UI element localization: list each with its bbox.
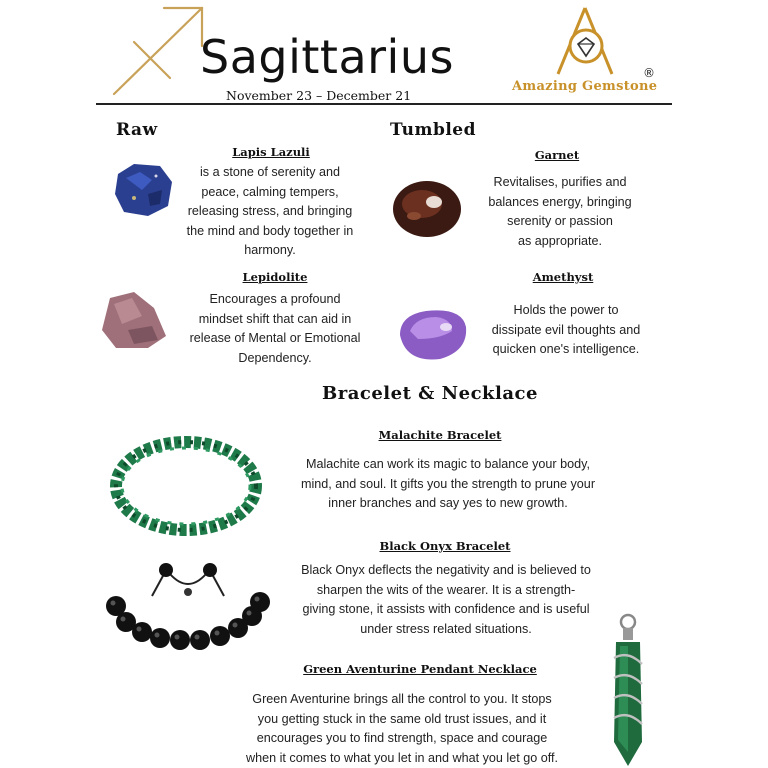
malachite-bracelet-name: Malachite Bracelet (378, 428, 502, 442)
sagittarius-symbol-icon (108, 2, 212, 98)
amethyst-stone-icon (396, 305, 470, 363)
registered-mark: ® (643, 66, 655, 80)
page-title: Sagittarius (200, 30, 454, 84)
garnet-stone-icon (390, 178, 464, 240)
black-onyx-bracelet-description: Black Onyx deflects the negativity and is believed to sharpen the wits of the wearer. It is a strength- giving stone, it assists with confidence and is useful under stress related situations. (301, 563, 591, 636)
green-aventurine-pendant-icon (606, 612, 648, 768)
lapis-lazuli-description: is a stone of serenity and peace, calming tempers, releasing stress, and bringing the mind and body together in harmony. (186, 165, 354, 257)
black-onyx-bracelet-name: Black Onyx Bracelet (379, 539, 511, 553)
amethyst-description: Holds the power to dissipate evil thoughts and quicken one's intelligence. (491, 303, 641, 356)
lepidolite-name: Lepidolite (242, 270, 308, 284)
malachite-bracelet-icon (106, 430, 266, 542)
brand-name: Amazing Gemstone (512, 79, 658, 94)
zodiac-dates: November 23 – December 21 (226, 88, 412, 103)
lepidolite-description: Encourages a profound mindset shift that can aid in release of Mental or Emotional Dependency. (189, 292, 361, 365)
amethyst-name: Amethyst (532, 270, 594, 284)
header-divider (96, 103, 672, 105)
malachite-bracelet-description: Malachite can work its magic to balance your body, mind, and soul. It gifts you the strength to prune your inner branches and say yes to new growth. (300, 457, 596, 510)
section-tumbled: Tumbled (390, 120, 476, 140)
green-aventurine-pendant-description: Green Aventurine brings all the control to you. It stops you getting stuck in the same old trust issues, and it encourages you to find strength, space and courage when it comes to what you let in and what you let go off. (246, 692, 558, 765)
lapis-lazuli-name: Lapis Lazuli (232, 145, 310, 159)
green-aventurine-pendant-name: Green Aventurine Pendant Necklace (303, 662, 537, 676)
brand-logo-icon (552, 4, 618, 78)
black-onyx-bracelet-icon (102, 560, 274, 652)
garnet-name: Garnet (534, 148, 580, 162)
garnet-description: Revitalises, purifies and balances energy, bringing serenity or passion as appropriate. (488, 175, 632, 248)
section-raw: Raw (116, 120, 158, 140)
section-bracelet-necklace: Bracelet & Necklace (322, 383, 538, 404)
lepidolite-stone-icon (98, 290, 168, 352)
